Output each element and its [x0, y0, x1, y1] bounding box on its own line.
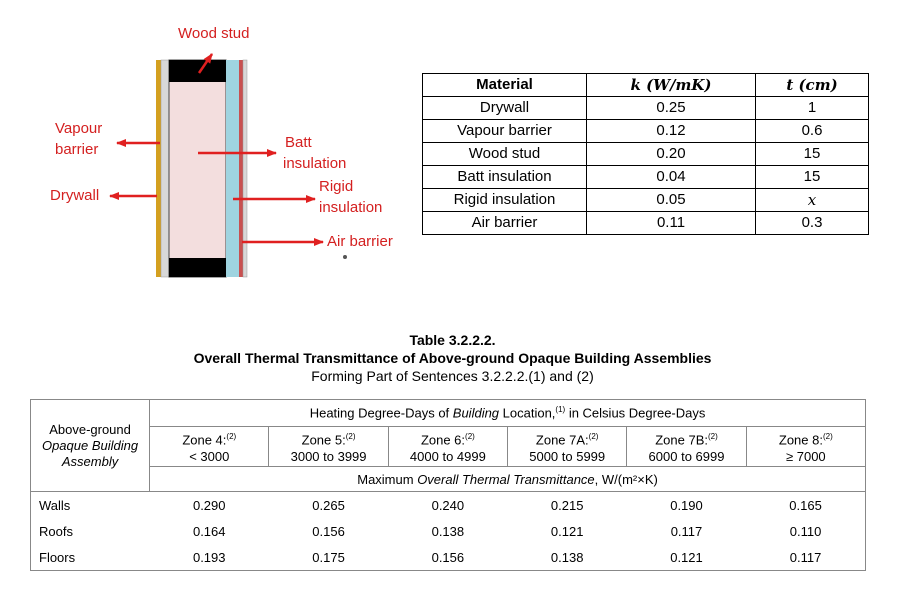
value-cell: 0.190	[670, 497, 703, 513]
table-row	[31, 518, 866, 544]
value-cell: 0.215	[550, 497, 584, 513]
batt-insulation-label-line1: Batt	[285, 134, 312, 151]
rigid-insulation-layer	[226, 60, 239, 277]
k-cell: 0.25	[587, 97, 756, 120]
material-cell: Vapour barrier	[423, 120, 587, 143]
zone-header: Zone 4:$^{(2)}$ < 3000	[150, 427, 269, 467]
table-row	[423, 143, 869, 166]
table-row	[31, 544, 866, 571]
value-cell: 0.117	[670, 523, 703, 539]
air-barrier-layer	[239, 60, 243, 277]
row-label: Walls	[31, 492, 150, 519]
drywall-layer	[156, 60, 161, 277]
row-label: Roofs	[31, 518, 150, 544]
t-cell: x	[756, 189, 869, 212]
value-cell: 0.175	[269, 544, 388, 571]
table-row	[423, 212, 869, 235]
value-cell: 0.164	[192, 523, 226, 539]
value-cell: 0.290	[192, 497, 226, 513]
table-row	[423, 120, 869, 143]
vapour-barrier-label-line1: Vapour	[55, 120, 103, 137]
vapour-barrier-label-line2: barrier	[55, 141, 99, 158]
vapour-barrier-layer	[161, 60, 169, 277]
value-cell: 0.138	[508, 544, 627, 571]
top-plate	[169, 60, 226, 82]
zone-header-row	[31, 427, 866, 467]
k-cell: 0.04	[587, 166, 756, 189]
k-cell: 0.05	[587, 189, 756, 212]
t-cell: 0.3	[756, 212, 869, 235]
wall-diagram	[0, 0, 420, 300]
material-cell: Drywall	[423, 97, 587, 120]
rigid-insulation-label-line2: insulation	[319, 199, 383, 216]
thermal-transmittance-table	[30, 399, 866, 571]
assembly-header: Above-ground Opaque Building Assembly	[31, 400, 150, 492]
k-cell: 0.11	[587, 212, 756, 235]
nbc-table-number: Table 3.2.2.2.	[409, 332, 496, 348]
batt-insulation-label-line2: insulation	[283, 155, 347, 172]
t-header: t (cm)	[756, 74, 869, 97]
drywall-label: Drywall	[50, 187, 100, 204]
nbc-table-title: Overall Thermal Transmittance of Above-ground Opaque Building Assemblies	[193, 350, 712, 366]
zone-header: Zone 5:$^{(2)}$ 3000 to 3999	[269, 427, 388, 467]
k-cell: 0.12	[587, 120, 756, 143]
table-row	[423, 189, 869, 212]
value-cell: 0.156	[388, 544, 507, 571]
value-cell: 0.265	[312, 497, 345, 513]
bottom-plate	[169, 258, 226, 277]
material-cell: Batt insulation	[423, 166, 587, 189]
t-cell: 15	[756, 143, 869, 166]
material-header: Material	[423, 74, 587, 97]
materials-header-row	[423, 74, 869, 97]
value-cell: 0.193	[150, 544, 269, 571]
stray-dot	[343, 255, 347, 259]
hdd-header: Heating Degree-Days of Building Location,$^{(1)}$ in Celsius Degree-Days	[150, 400, 866, 427]
nbc-table-subtitle: Forming Part of Sentences 3.2.2.2.(1) and (2)	[311, 368, 594, 384]
t-cell: 15	[756, 166, 869, 189]
value-cell: 0.117	[746, 544, 865, 571]
value-cell: 0.110	[746, 518, 865, 544]
value-cell: 0.165	[746, 492, 865, 519]
zone-header: Zone 6:$^{(2)}$ 4000 to 4999	[388, 427, 507, 467]
value-cell: 0.121	[550, 523, 584, 539]
k-cell: 0.20	[587, 143, 756, 166]
zone-header: Zone 7A:$^{(2)}$ 5000 to 5999	[508, 427, 627, 467]
cladding-layer	[243, 60, 247, 277]
value-cell: 0.156	[312, 523, 345, 539]
value-cell: 0.121	[627, 544, 746, 571]
materials-table	[422, 73, 869, 235]
table-row	[423, 97, 869, 120]
zone-header: Zone 8:$^{(2)}$ ≥ 7000	[746, 427, 865, 467]
air-barrier-label: Air barrier	[327, 233, 393, 250]
table-row	[423, 166, 869, 189]
t-cell: 0.6	[756, 120, 869, 143]
wood-stud-label: Wood stud	[178, 25, 250, 42]
k-header: k (W/mK)	[587, 74, 756, 97]
row-label: Floors	[31, 544, 150, 571]
table-row	[31, 492, 866, 519]
material-cell: Air barrier	[423, 212, 587, 235]
rigid-insulation-label-line1: Rigid	[319, 178, 354, 195]
t-cell: 1	[756, 97, 869, 120]
batt-insulation-layer	[169, 60, 226, 277]
max-transmittance-header: Maximum Overall Thermal Transmittance, W/(m²×K)	[150, 467, 866, 492]
value-cell: 0.240	[431, 497, 465, 513]
value-cell: 0.138	[431, 523, 465, 539]
zone-header: Zone 7B:$^{(2)}$ 6000 to 6999	[627, 427, 746, 467]
material-cell: Wood stud	[423, 143, 587, 166]
material-cell: Rigid insulation	[423, 189, 587, 212]
